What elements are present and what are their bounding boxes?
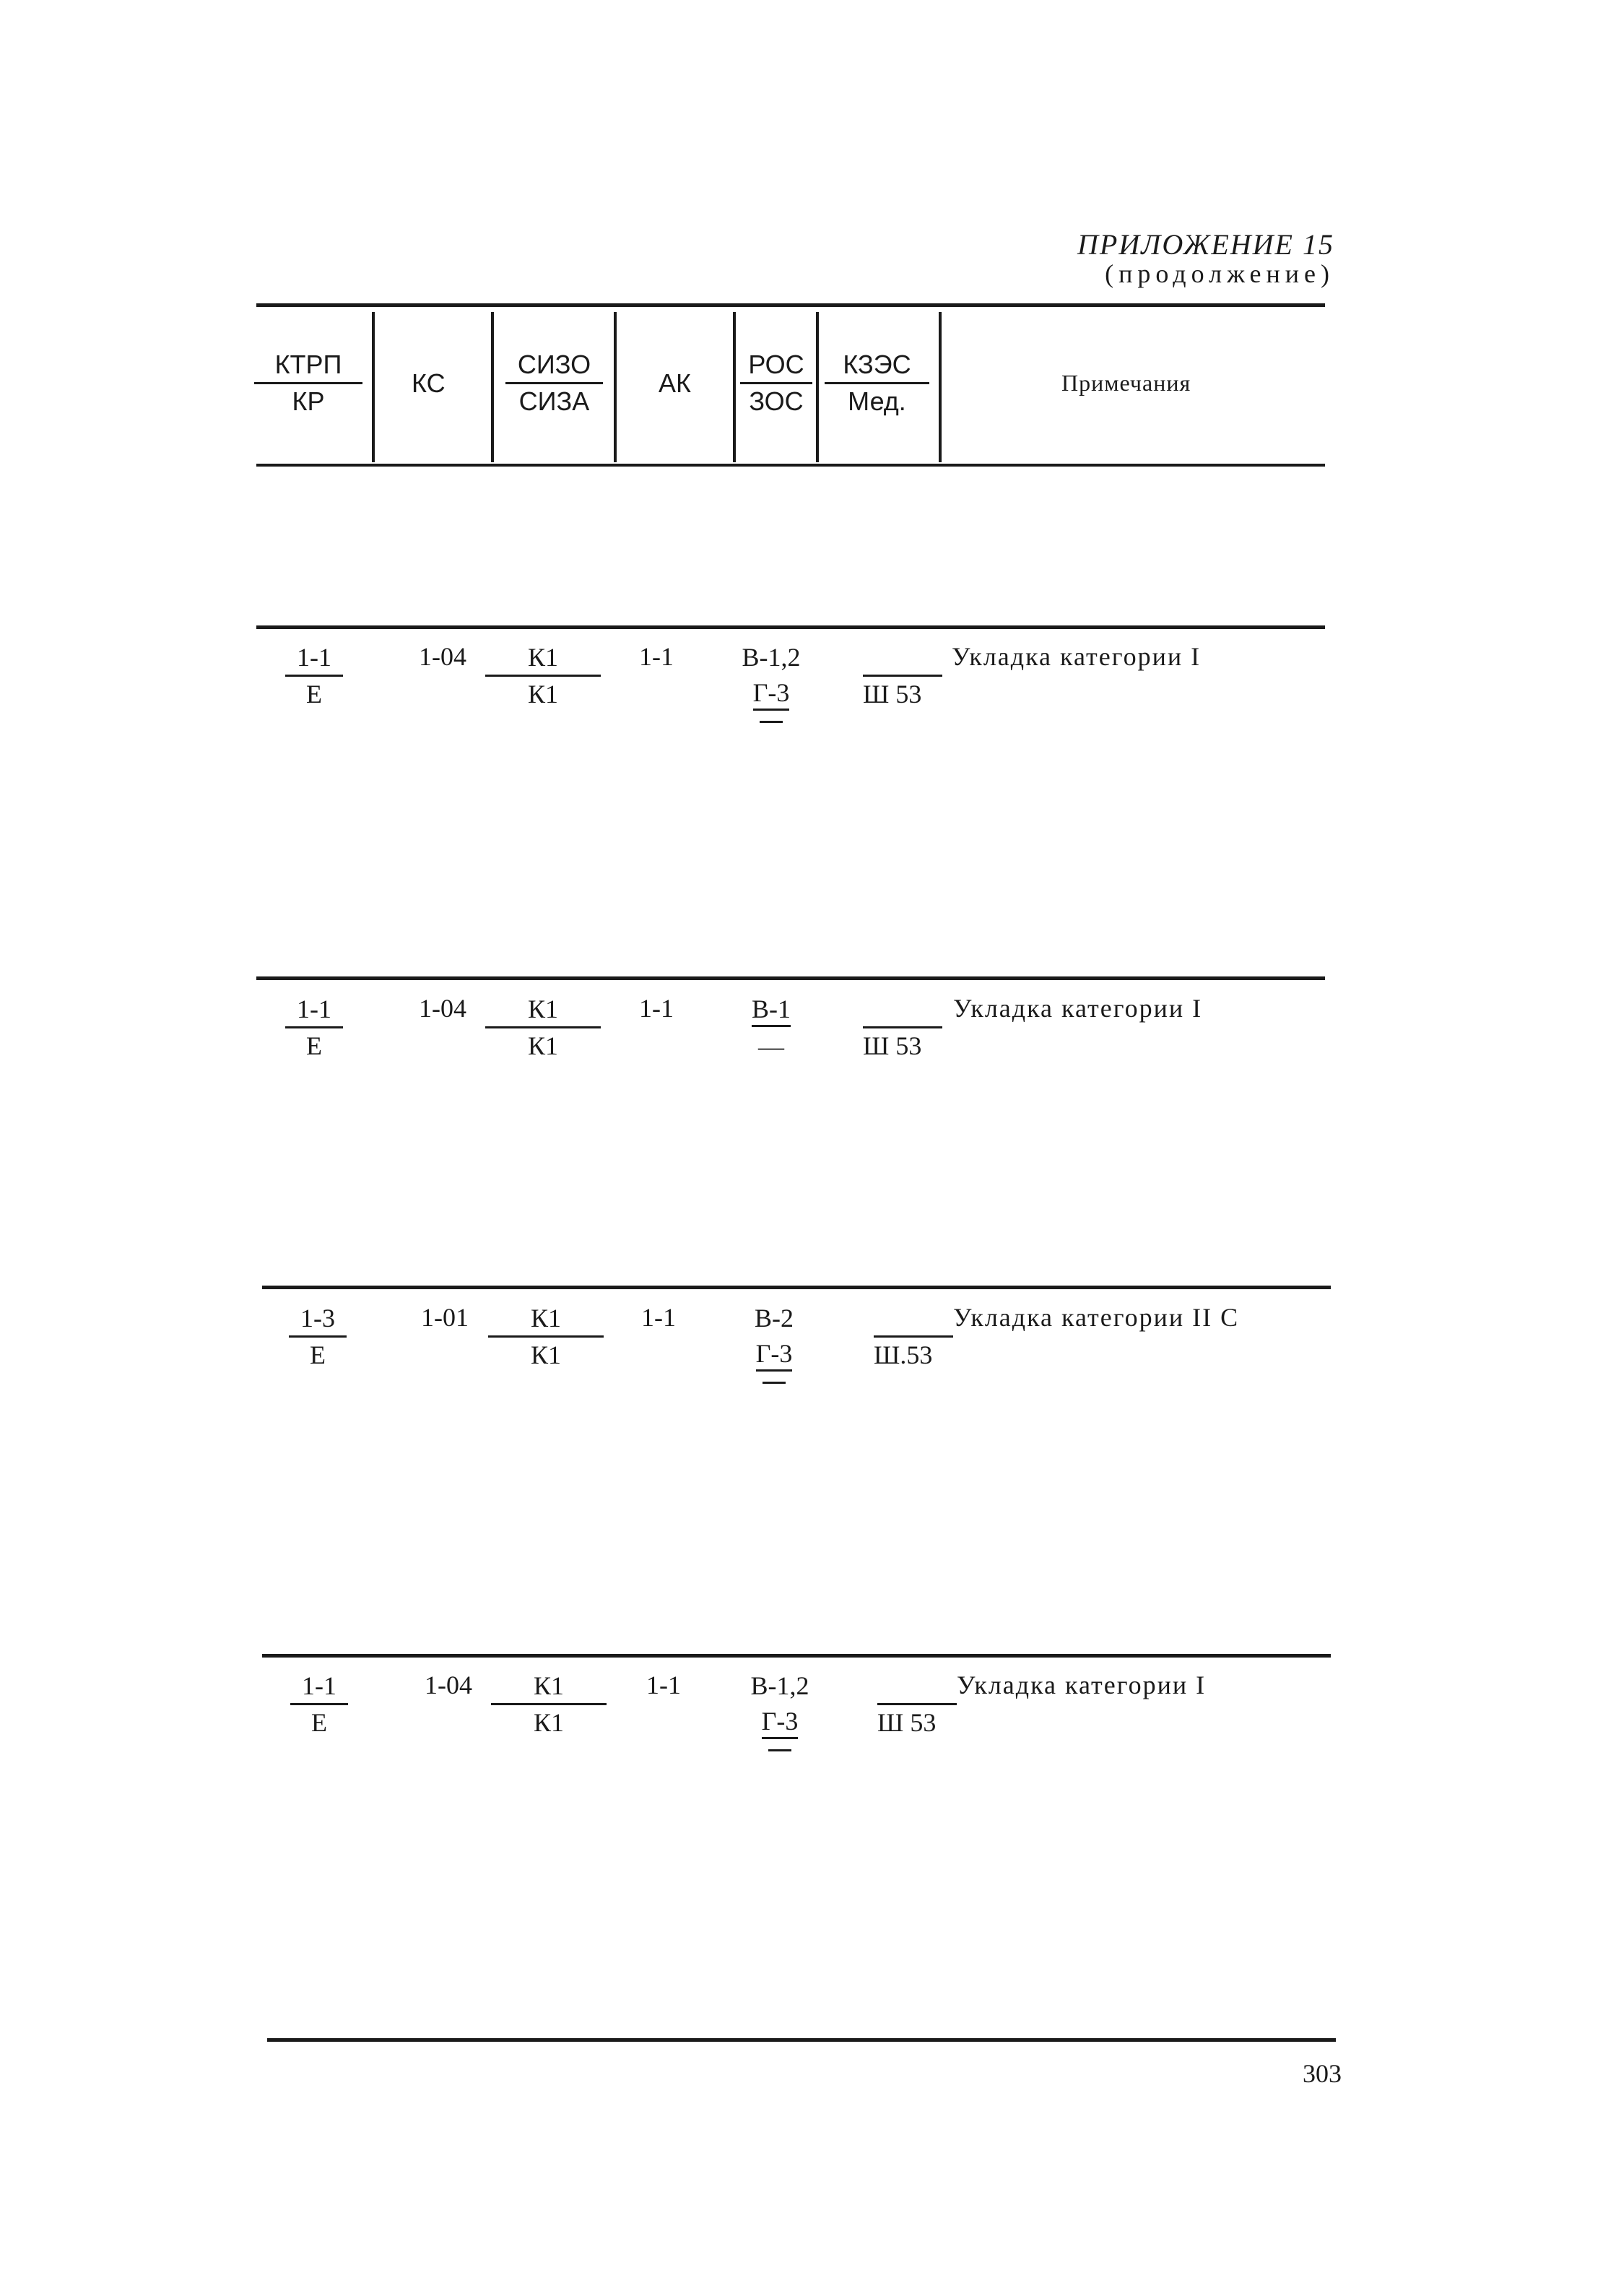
- fraction-bar: [491, 1703, 607, 1705]
- col-header-zos: ЗОС: [749, 386, 804, 416]
- cell-ktrp-kr: [285, 641, 343, 710]
- cell-kzes: [863, 993, 942, 1025]
- cell-zos: Г-3: [756, 1338, 793, 1372]
- col-divider: [733, 312, 736, 462]
- cell-ros-zos: [728, 641, 814, 723]
- fraction-bar: [485, 675, 601, 677]
- fraction-bar: [505, 382, 603, 384]
- col-header-med: Мед.: [848, 386, 906, 416]
- cell-note: Укладка категории I: [953, 994, 1203, 1023]
- cell-sizo: К1: [533, 1671, 564, 1700]
- cell-ktrp-kr: [290, 1670, 348, 1738]
- col-divider: [372, 312, 375, 462]
- col-header-ros-zos: [740, 349, 812, 417]
- fraction-bar: [289, 1335, 347, 1338]
- fraction-bar: [290, 1703, 348, 1705]
- page-number: 303: [1303, 2059, 1342, 2088]
- dash-mark: [763, 1382, 786, 1384]
- cell-ktrp-kr: [289, 1302, 347, 1371]
- cell-kzes-med: [863, 641, 942, 710]
- cell-ak: 1-1: [639, 994, 674, 1023]
- cell-ktrp-kr: [285, 993, 343, 1062]
- row-rule: [256, 976, 1325, 980]
- cell-note: Укладка категории II С: [953, 1303, 1240, 1332]
- fraction-bar: [485, 1026, 601, 1028]
- cell-med: Ш.53: [874, 1340, 933, 1369]
- cell-kr: Е: [310, 1340, 326, 1369]
- fraction-bar: [285, 1026, 343, 1028]
- cell-sizo-siza: [485, 641, 601, 710]
- col-divider: [614, 312, 617, 462]
- col-header-kr: КР: [292, 386, 325, 416]
- fraction-bar: [863, 1026, 942, 1028]
- cell-ak: 1-1: [639, 642, 674, 671]
- cell-ros-zos: [735, 993, 807, 1062]
- cell-kr: Е: [311, 1708, 327, 1737]
- row-rule: [262, 1286, 1331, 1289]
- cell-ros: В-1,2: [742, 643, 801, 672]
- cell-ros-zos: [737, 1670, 823, 1751]
- cell-siza: К1: [533, 1708, 564, 1737]
- cell-kzes: [877, 1670, 957, 1702]
- row-rule: [256, 625, 1325, 629]
- cell-siza: К1: [530, 1340, 561, 1369]
- cell-kzes-med: [877, 1670, 957, 1738]
- cell-ros: В-1,2: [750, 1671, 809, 1700]
- col-divider: [939, 312, 942, 462]
- appendix-title: ПРИЛОЖЕНИЕ 15: [1077, 228, 1334, 261]
- dash-mark: [768, 1749, 791, 1751]
- cell-siza: К1: [527, 1031, 558, 1060]
- cell-ros: В-1: [752, 993, 791, 1027]
- table-top-rule: [256, 303, 1325, 307]
- cell-ros-zos: [738, 1302, 810, 1384]
- fraction-bar: [254, 382, 362, 384]
- cell-sizo-siza: [491, 1670, 607, 1738]
- cell-ks: 1-01: [421, 1303, 469, 1332]
- cell-ak: 1-1: [641, 1303, 676, 1332]
- fraction-bar: [488, 1335, 604, 1338]
- cell-ks: 1-04: [419, 994, 466, 1023]
- cell-ktrp: 1-1: [297, 995, 331, 1023]
- cell-kzes: [874, 1302, 953, 1334]
- cell-med: Ш 53: [863, 680, 922, 709]
- fraction-bar: [825, 382, 929, 384]
- cell-med: Ш 53: [863, 1031, 922, 1060]
- cell-ktrp: 1-1: [302, 1671, 336, 1700]
- cell-sizo-siza: [485, 993, 601, 1062]
- cell-note: Укладка категории I: [957, 1671, 1207, 1699]
- cell-ktrp: 1-1: [297, 643, 331, 672]
- cell-kr: Е: [306, 680, 322, 709]
- cell-med: Ш 53: [877, 1708, 937, 1737]
- fraction-bar: [874, 1335, 953, 1338]
- fraction-bar: [740, 382, 812, 384]
- cell-zos: —: [758, 1032, 784, 1061]
- cell-zos: Г-3: [762, 1705, 799, 1739]
- cell-siza: К1: [527, 680, 558, 709]
- fraction-bar: [285, 675, 343, 677]
- col-divider: [491, 312, 494, 462]
- cell-note: Укладка категории I: [952, 642, 1202, 671]
- cell-kzes: [863, 641, 942, 673]
- dash-mark: [760, 721, 783, 723]
- cell-kzes-med: [874, 1302, 953, 1371]
- cell-ktrp: 1-3: [300, 1304, 335, 1333]
- appendix-subtitle: (продолжение): [1105, 259, 1334, 288]
- fraction-bar: [863, 675, 942, 677]
- col-header-ros: РОС: [748, 350, 804, 379]
- col-header-ak: АК: [659, 368, 691, 398]
- cell-sizo-siza: [488, 1302, 604, 1371]
- cell-sizo: К1: [530, 1304, 561, 1333]
- col-header-sizo-siza: [505, 349, 603, 417]
- cell-sizo: К1: [527, 995, 558, 1023]
- col-header-notes: Примечания: [1061, 370, 1191, 396]
- col-header-kzes-med: [825, 349, 929, 417]
- col-header-ktrp: КТРП: [274, 350, 342, 379]
- cell-ak: 1-1: [646, 1671, 681, 1699]
- cell-kzes-med: [863, 993, 942, 1062]
- header-bottom-rule: [256, 464, 1325, 467]
- col-header-ks: КС: [412, 368, 446, 398]
- fraction-bar: [877, 1703, 957, 1705]
- row-rule: [262, 1654, 1331, 1658]
- cell-ks: 1-04: [425, 1671, 472, 1699]
- col-header-siza: СИЗА: [518, 386, 590, 416]
- cell-sizo: К1: [527, 643, 558, 672]
- cell-kr: Е: [306, 1031, 322, 1060]
- table-bottom-rule: [267, 2038, 1336, 2042]
- col-divider: [816, 312, 819, 462]
- cell-ks: 1-04: [419, 642, 466, 671]
- col-header-sizo: СИЗО: [517, 350, 591, 379]
- cell-zos: Г-3: [753, 677, 790, 711]
- cell-ros: В-2: [755, 1304, 794, 1333]
- col-header-kzes: КЗЭС: [843, 350, 911, 379]
- col-header-ktrp-kr: [254, 349, 362, 417]
